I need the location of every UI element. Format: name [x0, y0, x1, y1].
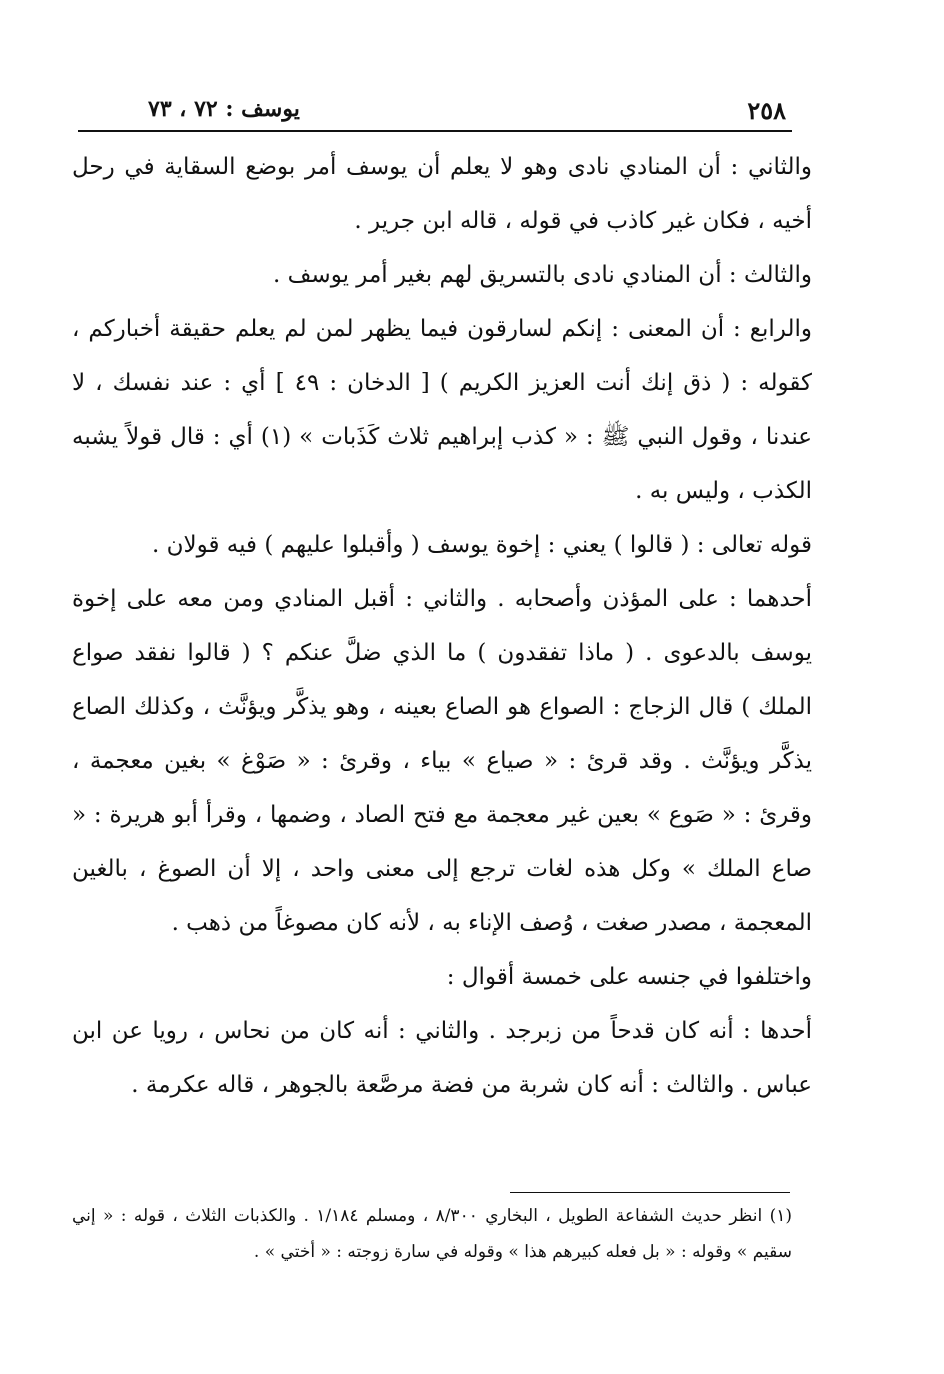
paragraph-two-opinions: أحدهما : على المؤذن وأصحابه . والثاني : أقبل المنادي ومن معه على إخوة يوسف بالدعوى . ( ماذا تفقدون ) ما الذي ضلَّ عنكم ؟ ( قالوا نفقد صواع الملك ) قال الزجاج : الصواع هو الصاع بعينه ، وهو يذكَّر ويؤنَّث ، وكذلك الصاع يذكَّر ويؤنَّث . وقد قرئ : « صياع » بياء ، وقرئ : « صَوْغ » بغين معجمة ، وقرئ : « صَوع » بعين غير معجمة مع فتح الصاد ، وضمها ، وقرأ أبو هريرة : « صاع الملك » وكل هذه لغات ترجع إلى معنى واحد ، إلا أن الصوغ ، بالغين المعجمة ، مصدر صغت ، وُصف الإناء به ، لأنه كان مصوغاً من ذهب . [72, 586, 812, 936]
main-text [72, 140, 812, 1112]
header-rule [78, 130, 792, 132]
footnote-1: (١) انظر حديث الشفاعة الطويل ، البخاري ٨/٣٠٠ ، ومسلم ١/١٨٤ . والكذبات الثلاث ، قوله : « إني سقيم » وقوله : « بل فعله كبيرهم هذا » وقوله في سارة زوجته : « أختي » . [72, 1206, 792, 1262]
paragraph-material-opinions: أحدها : أنه كان قدحاً من زبرجد . والثاني : أنه كان من نحاس ، رويا عن ابن عباس . والثالث : أنه كان شربة من فضة مرصَّعة بالجوهر ، قاله عكرمة . [72, 1018, 812, 1098]
paragraph-fourth-opinion: والرابع : أن المعنى : إنكم لسارقون فيما يظهر لمن لم يعلم حقيقة أخباركم ، كقوله : ( ذق إنك أنت العزيز الكريم ) [ الدخان : ٤٩ ] أي : عند نفسك ، لا عندنا ، وقول النبي ﷺ : « كذب إبراهيم ثلاث كَذَبات » (١) أي : قال قولاً يشبه الكذب ، وليس به . [72, 316, 812, 504]
footnotes [72, 1198, 792, 1270]
running-title: يوسف : ٧٢ ، ٧٣ [148, 96, 300, 122]
paragraph-material-intro: واختلفوا في جنسه على خمسة أقوال : [446, 964, 812, 990]
paragraph-second-opinion: والثاني : أن المنادي نادى وهو لا يعلم أن يوسف أمر بوضع السقاية في رحل أخيه ، فكان غير كاذب في قوله ، قاله ابن جرير . [72, 154, 812, 234]
footnote-rule [510, 1192, 790, 1193]
paragraph-third-opinion: والثالث : أن المنادي نادى بالتسريق لهم بغير أمر يوسف . [273, 262, 812, 288]
paragraph-verse-commentary: قوله تعالى : ( قالوا ) يعني : إخوة يوسف ( وأقبلوا عليهم ) فيه قولان . [151, 532, 812, 558]
page-number: ٢٥٨ [747, 96, 786, 125]
page-header [78, 90, 792, 130]
